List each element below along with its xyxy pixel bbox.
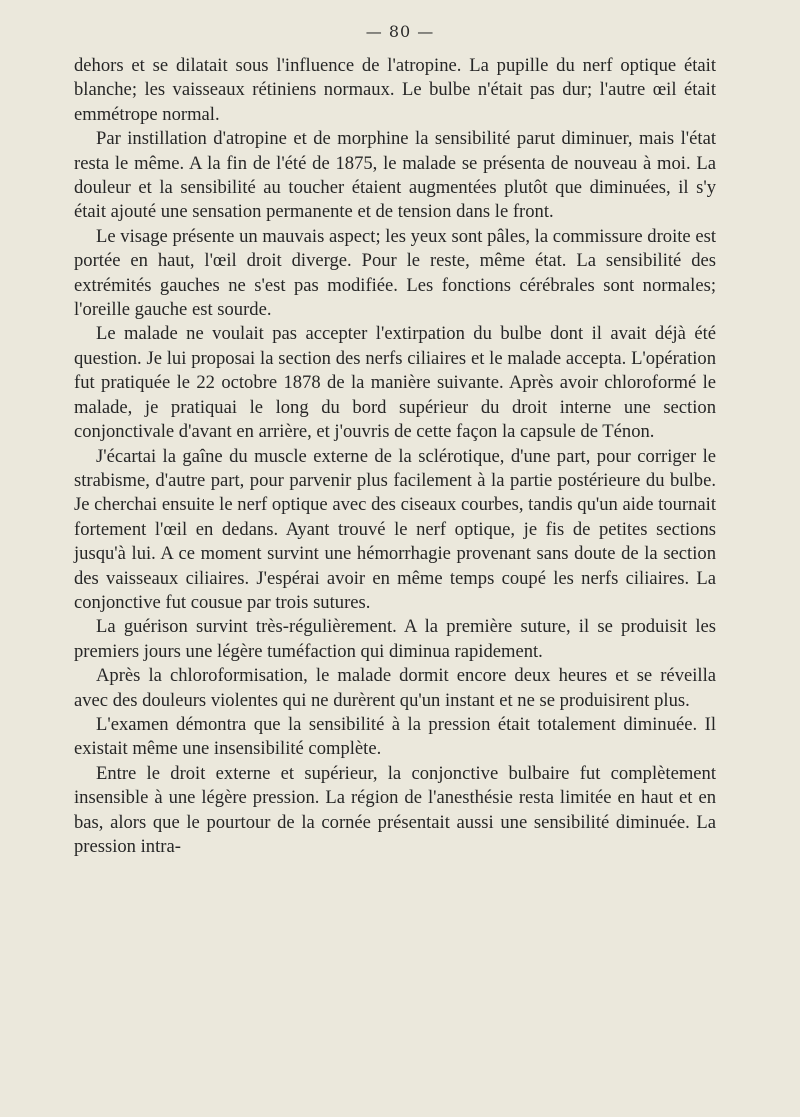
paragraph-6: La guérison survint très-régulièrement. A la première suture, il se produisit les premiers jours une légère tuméfaction qui diminua rapidement. bbox=[74, 616, 716, 662]
paragraph-7: Après la chloroformisation, le malade dormit encore deux heures et se réveilla avec des douleurs violentes qui ne durèrent qu'un instant et ne se produisirent plus. bbox=[74, 665, 716, 711]
paragraph-8: L'examen démontra que la sensibilité à la pression était totalement diminuée. Il existait même une insensibilité complète. bbox=[74, 713, 716, 760]
paragraph-4: Le malade ne voulait pas accepter l'extirpation du bulbe dont il avait déjà été question. Je lui proposai la section des nerfs ciliaires et le malade accepta. L'opération fut pratiquée le 22 octobre 1878 de la manière suivante. Après avoir chloroformé le malade, je pratiquai le long du bord supérieur du droit interne une section conjonctivale d'avant en arrière, et j'ouvris de cette façon la capsule de Ténon. bbox=[74, 323, 716, 443]
paragraph-2: Par instillation d'atropine et de morphine la sensibilité parut diminuer, mais l'état resta le même. A la fin de l'été de 1875, le malade se présenta de nouveau à moi. La douleur et la sensibilité au toucher étaient augmentées plutôt que diminuées, il s'y était ajouté une sensation permanente et de tension dans le front. bbox=[74, 128, 716, 223]
paragraph-9: Entre le droit externe et supérieur, la conjonctive bulbaire fut complètement insensible à une légère pression. La région de l'anesthésie resta limitée en haut et en bas, alors que le pourtour de la cornée présentait aussi une sensibilité diminuée. La pression intra- bbox=[74, 762, 716, 857]
paragraph-3: Le visage présente un mauvais aspect; les yeux sont pâles, la commissure droite est portée en haut, l'œil droit diverge. Pour le reste, même état. La sensibilité des extrémités gauches ne s'est pas modifiée. Les fonctions cérébrales sont normales; l'oreille gauche est sourde. bbox=[74, 225, 716, 321]
page-number: — 80 — bbox=[365, 22, 435, 41]
body-text bbox=[74, 54, 716, 859]
paragraph-1: dehors et se dilatait sous l'influence de l'atropine. La pupille du nerf optique était blanche; les vaisseaux rétiniens normaux. Le bulbe n'était pas dur; l'autre œil était emmétrope normal. bbox=[74, 55, 716, 125]
paragraph-5: J'écartai la gaîne du muscle externe de la sclérotique, d'une part, pour corriger le strabisme, d'autre part, pour parvenir plus facilement à la partie postérieure du bulbe. Je cherchai ensuite le nerf optique avec des ciseaux courbes, tandis qu'un aide tournait fortement l'œil en dedans. Ayant trouvé le nerf optique, je fis de petites sections jusqu'à lui. A ce moment survint une hémorrhagie provenant sans doute de la section des vaisseaux ciliaires. J'espérai avoir en même temps coupé les nerfs ciliaires. La conjonctive fut cousue par trois sutures. bbox=[74, 445, 716, 613]
